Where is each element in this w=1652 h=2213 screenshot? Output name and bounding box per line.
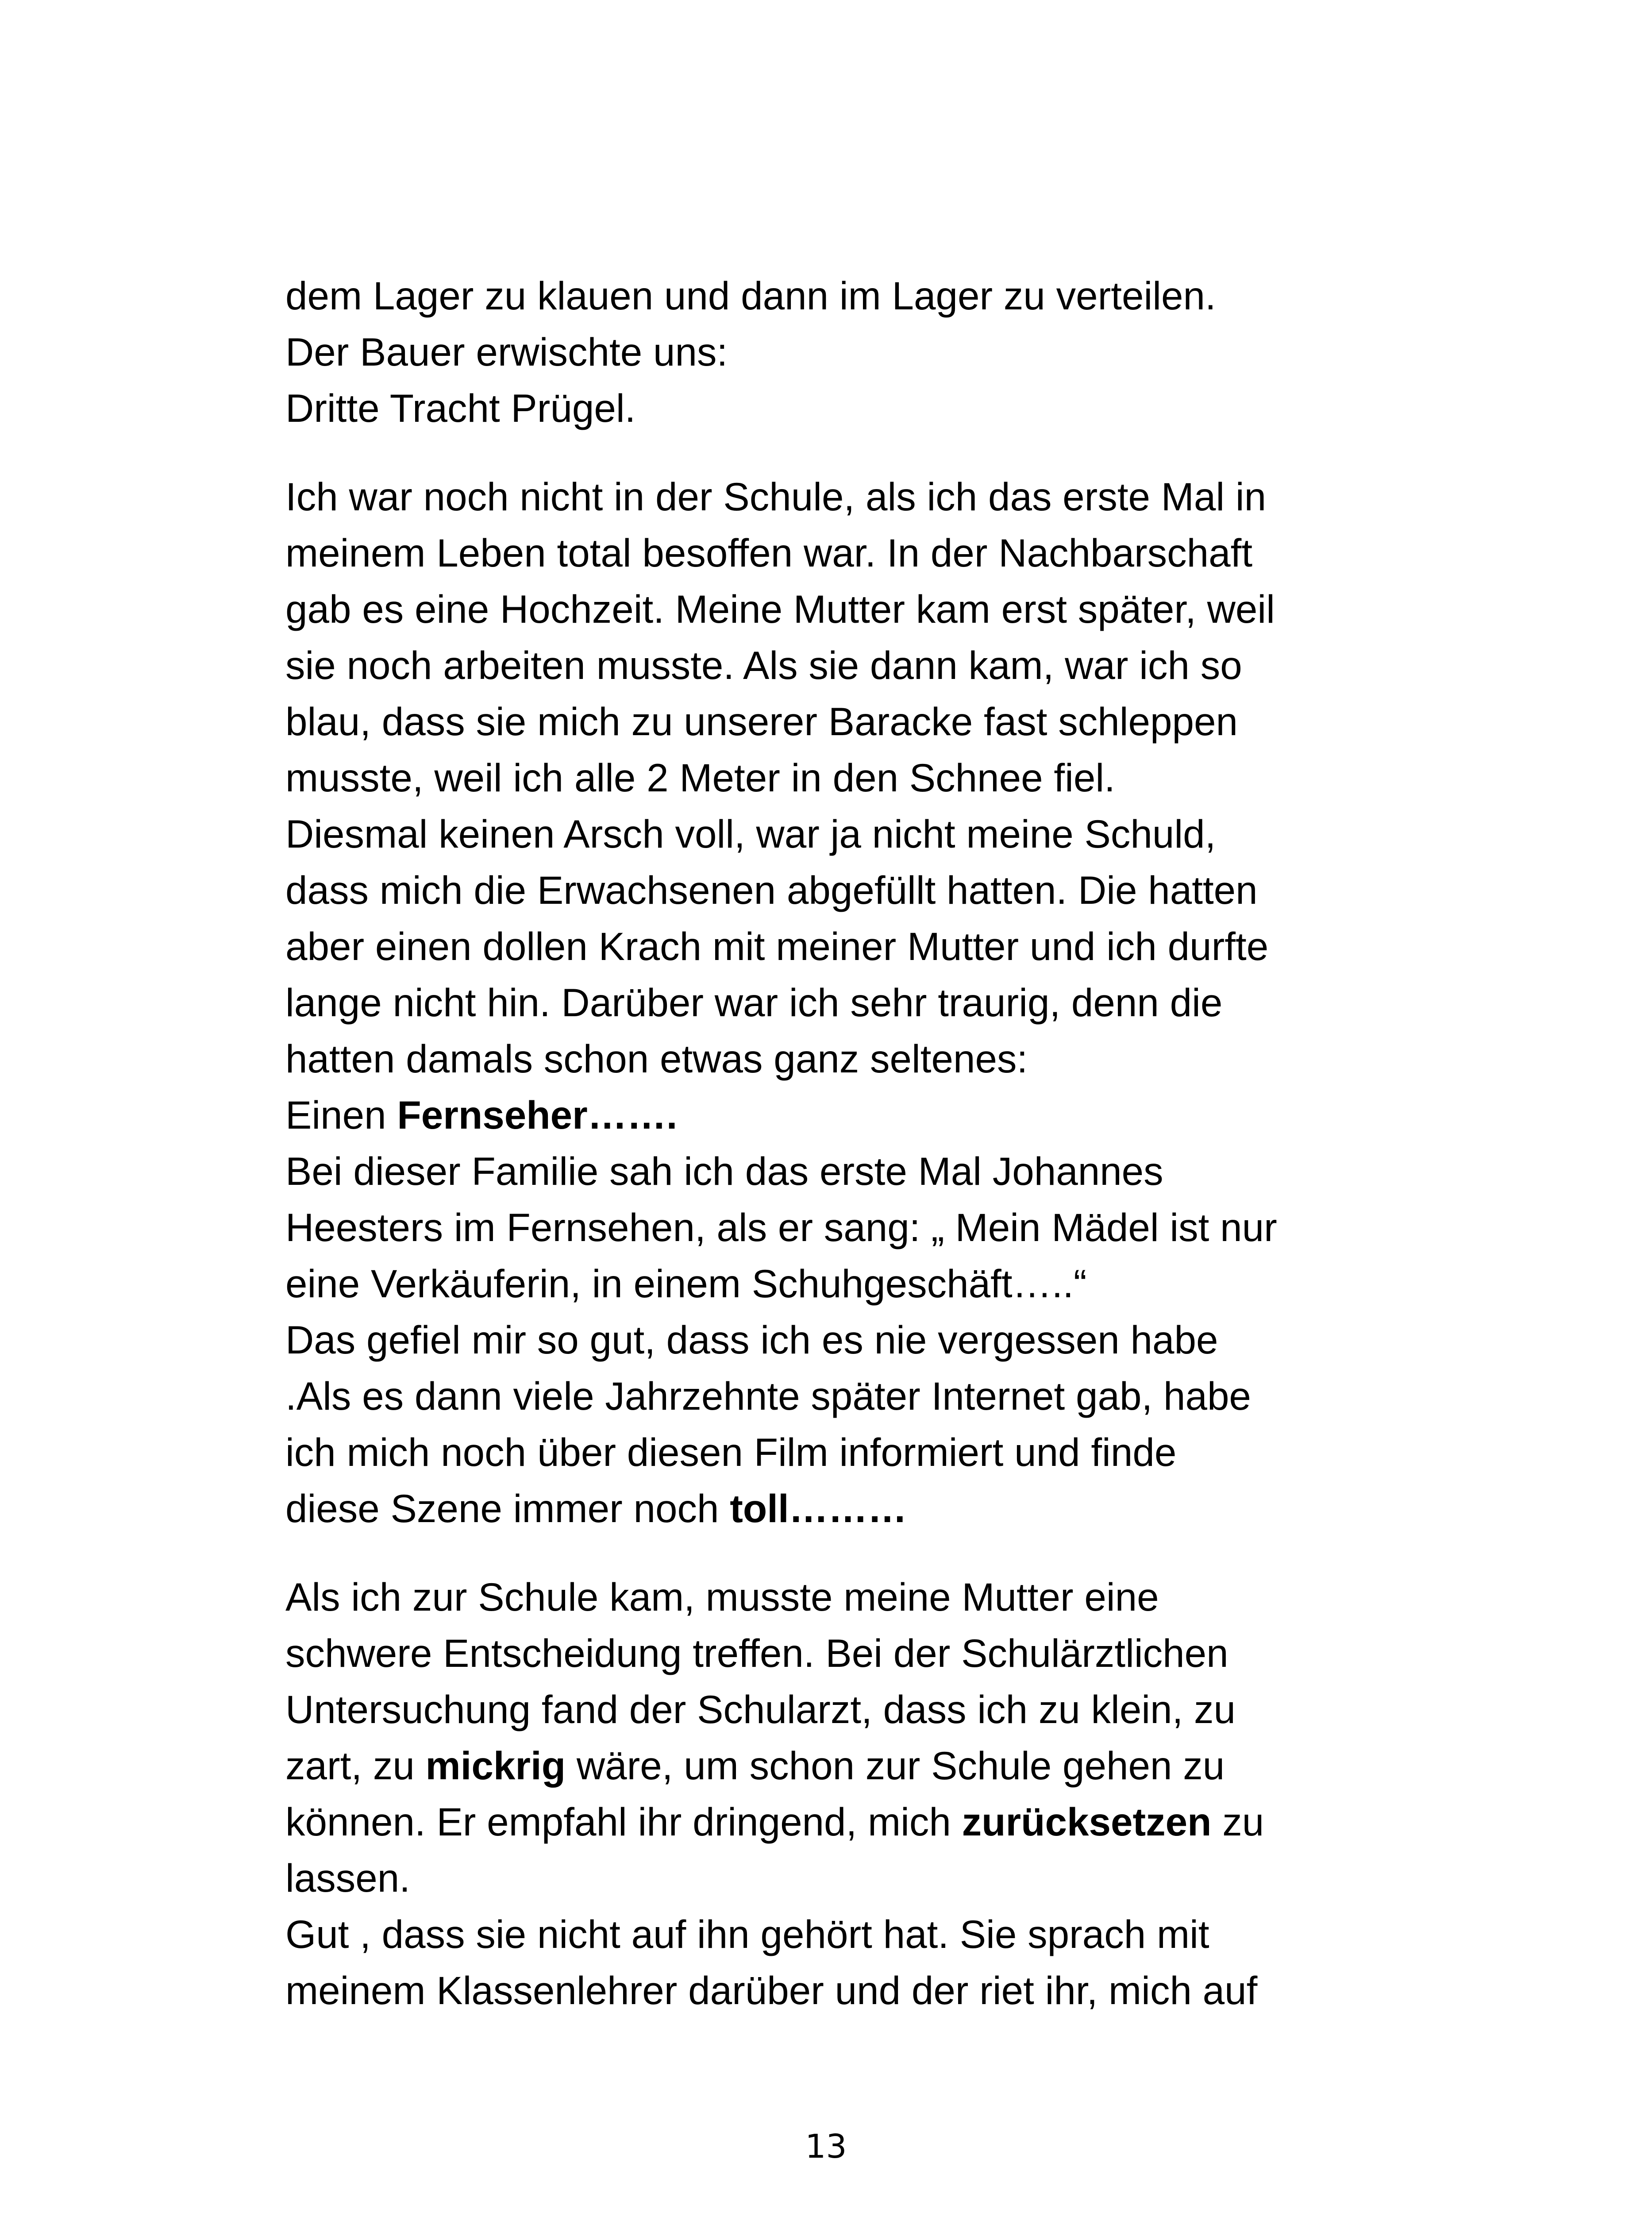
text-line	[285, 469, 1533, 525]
text-run: Heesters im Fernsehen, als er sang: „ Mein Mädel ist nur	[285, 1205, 1277, 1249]
text-line	[285, 1906, 1533, 1962]
text-run: Diesmal keinen Arsch voll, war ja nicht meine Schuld,	[285, 812, 1216, 856]
text-run: Ich war noch nicht in der Schule, als ich das erste Mal in	[285, 474, 1267, 519]
text-run: lange nicht hin. Darüber war ich sehr traurig, denn die	[285, 980, 1223, 1025]
text-line	[285, 750, 1533, 806]
bold-text: toll………	[730, 1486, 907, 1531]
text-line	[285, 1368, 1533, 1424]
paragraph	[285, 1569, 1533, 2019]
text-line	[285, 806, 1533, 862]
text-run: Bei dieser Familie sah ich das erste Mal Johannes	[285, 1149, 1163, 1193]
text-line	[285, 1199, 1533, 1256]
bold-text: mickrig	[425, 1743, 566, 1788]
text-line	[285, 694, 1533, 750]
text-line	[285, 1794, 1533, 1850]
text-run: meinem Klassenlehrer darüber und der riet ihr, mich auf	[285, 1968, 1258, 2013]
text-run: aber einen dollen Krach mit meiner Mutter und ich durfte	[285, 924, 1269, 968]
text-line	[285, 380, 1533, 436]
text-line	[285, 525, 1533, 581]
text-line	[285, 1031, 1533, 1087]
text-line	[285, 1087, 1533, 1143]
paragraph	[285, 469, 1533, 1537]
text-run: gab es eine Hochzeit. Meine Mutter kam erst später, weil	[285, 587, 1275, 631]
text-line	[285, 1424, 1533, 1480]
text-line	[285, 1962, 1533, 2019]
text-run: sie noch arbeiten musste. Als sie dann kam, war ich so	[285, 643, 1242, 687]
text-run: dem Lager zu klauen und dann im Lager zu verteilen.	[285, 274, 1216, 318]
text-run: Das gefiel mir so gut, dass ich es nie vergessen habe	[285, 1318, 1218, 1362]
text-run: ich mich noch über diesen Film informiert und finde	[285, 1430, 1177, 1474]
text-run: Der Bauer erwischte uns:	[285, 330, 728, 374]
paragraph-gap	[285, 436, 1533, 469]
text-run: wäre, um schon zur Schule gehen zu	[566, 1743, 1225, 1788]
text-line	[285, 1312, 1533, 1368]
text-run: musste, weil ich alle 2 Meter in den Schnee fiel.	[285, 756, 1115, 800]
text-line	[285, 975, 1533, 1031]
text-line	[285, 1569, 1533, 1625]
text-line	[285, 1681, 1533, 1738]
text-run: dass mich die Erwachsenen abgefüllt hatten. Die hatten	[285, 868, 1258, 912]
text-line	[285, 862, 1533, 918]
text-run: Untersuchung fand der Schularzt, dass ich zu klein, zu	[285, 1687, 1236, 1731]
text-run: Dritte Tracht Prügel.	[285, 386, 636, 430]
text-line	[285, 918, 1533, 975]
text-run: können. Er empfahl ihr dringend, mich	[285, 1800, 962, 1844]
bold-text: zurücksetzen	[962, 1800, 1212, 1844]
text-run: blau, dass sie mich zu unserer Baracke fast schleppen	[285, 699, 1238, 744]
page-number: 13	[805, 2128, 847, 2166]
text-line	[285, 1480, 1533, 1537]
text-line	[285, 1625, 1533, 1681]
text-line	[285, 324, 1533, 380]
text-line	[285, 581, 1533, 637]
paragraph-gap	[285, 1537, 1533, 1569]
text-run: hatten damals schon etwas ganz seltenes:	[285, 1037, 1028, 1081]
text-run: eine Verkäuferin, in einem Schuhgeschäft…..“	[285, 1261, 1087, 1306]
text-run: .Als es dann viele Jahrzehnte später Internet gab, habe	[285, 1374, 1251, 1418]
text-run: Gut , dass sie nicht auf ihn gehört hat. Sie sprach mit	[285, 1912, 1209, 1956]
text-line	[285, 637, 1533, 694]
text-run: meinem Leben total besoffen war. In der Nachbarschaft	[285, 531, 1253, 575]
bold-text: Fernseher…….	[397, 1093, 678, 1137]
text-run: schwere Entscheidung treffen. Bei der Schulärztlichen	[285, 1631, 1228, 1675]
body-text	[285, 268, 1533, 2019]
text-run: lassen.	[285, 1856, 410, 1900]
text-run: Als ich zur Schule kam, musste meine Mutter eine	[285, 1575, 1159, 1619]
text-run: zart, zu	[285, 1743, 426, 1788]
text-run: zu	[1211, 1800, 1264, 1844]
text-line	[285, 1850, 1533, 1906]
text-line	[285, 1256, 1533, 1312]
text-line	[285, 1738, 1533, 1794]
text-run: diese Szene immer noch	[285, 1486, 730, 1531]
text-run: Einen	[285, 1093, 397, 1137]
paragraph	[285, 268, 1533, 436]
text-line	[285, 1143, 1533, 1199]
text-line	[285, 268, 1533, 324]
